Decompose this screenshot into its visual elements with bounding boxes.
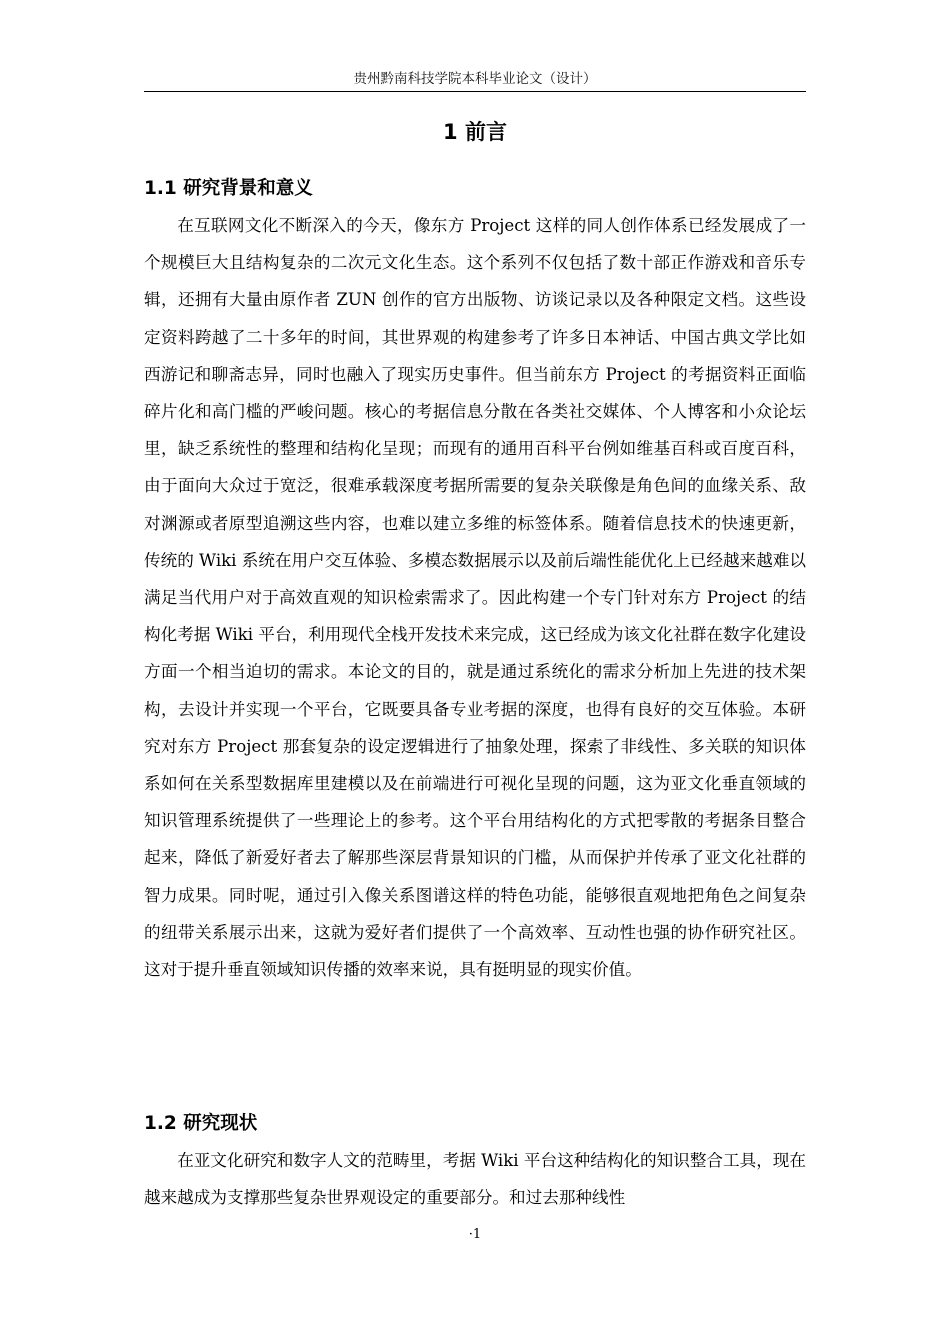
section-heading-1-1: 1.1 研究背景和意义: [144, 178, 313, 199]
running-header: 贵州黔南科技学院本科毕业论文（设计）: [353, 71, 597, 87]
section-heading-1-2: 1.2 研究现状: [144, 1113, 258, 1134]
section-paragraph-1-1: 在互联网文化不断深入的今天，像东方 Project 这样的同人创作体系已经发展成了一个规模巨大且结构复杂的二次元文化生态。这个系列不仅包括了数十部正作游戏和音乐专辑，还拥有大量由原作者 ZUN 创作的官方出版物、访谈记录以及各种限定文档。这些设定资料跨越了二十多年的时间，其世界观的构建参考了许多日本神话、中国古典文学比如西游记和聊斋志异，同时也融入了现实历史事件。但当前东方 Project 的考据资料正面临碎片化和高门槛的严峻问题。核心的考据信息分散在各类社交媒体、个人博客和小众论坛里，缺乏系统性的整理和结构化呈现；而现有的通用百科平台例如维基百科或百度百科，由于面向大众过于宽泛，很难承载深度考据所需要的复杂关联像是角色间的血缘关系、敌对渊源或者原型追溯这些内容，也难以建立多维的标签体系。随着信息技术的快速更新，传统的 Wiki 系统在用户交互体验、多模态数据展示以及前后端性能优化上已经越来越难以满足当代用户对于高效直观的知识检索需求了。因此构建一个专门针对东方 Project 的结构化考据 Wiki 平台，利用现代全栈开发技术来完成，这已经成为该文化社群在数字化建设方面一个相当迫切的需求。本论文的目的，就是通过系统化的需求分析加上先进的技术架构，去设计并实现一个平台，它既要具备专业考据的深度，也得有良好的交互体验。本研究对东方 Project 那套复杂的设定逻辑进行了抽象处理，探索了非线性、多关联的知识体系如何在关系型数据库里建模以及在前端进行可视化呈现的问题，这为亚文化垂直领域的知识管理系统提供了一些理论上的参考。这个平台用结构化的方式把零散的考据条目整合起来，降低了新爱好者去了解那些深层背景知识的门槛，从而保护并传承了亚文化社群的智力成果。同时呢，通过引入像关系图谱这样的特色功能，能够很直观地把角色之间复杂的纽带关系展示出来，这就为爱好者们提供了一个高效率、互动性也强的协作研究社区。这对于提升垂直领域知识传播的效率来说，具有挺明显的现实价值。: [144, 216, 806, 980]
chapter-title: 1 前言: [443, 120, 507, 144]
section-paragraph-1-2: 在亚文化研究和数字人文的范畴里，考据 Wiki 平台这种结构化的知识整合工具，现在越来越成为支撑那些复杂世界观设定的重要部分。和过去那种线性: [144, 1151, 806, 1208]
header-divider: [144, 91, 806, 92]
page-number: ·1: [468, 1227, 482, 1242]
